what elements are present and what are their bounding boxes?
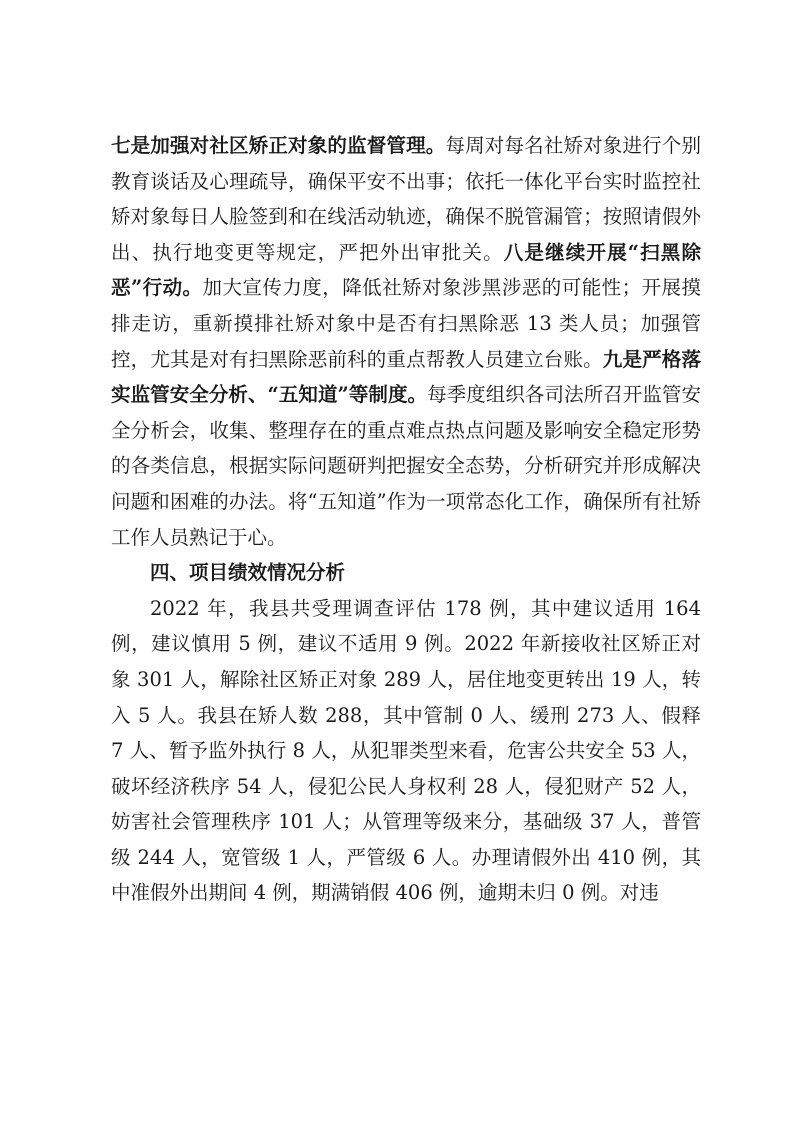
point-nine-heading: 九是严格落实监管安全分析、“五知道”等制度。 (111, 347, 701, 407)
point-seven-heading: 七是加强对社区矫正对象的监督管理。 (111, 134, 446, 157)
document-page (111, 128, 701, 911)
point-eight-text: 加大宣传力度，降低社矫对象涉黑涉恶的可能性；开展摸排走访，重新摸排社矫对象中是否有扫黑除恶 13 类人员；加强管控，尤其是对有扫黑除恶前科的重点帮教人员建立台账。 (111, 276, 701, 371)
point-nine-text: 每季度组织各司法所召开监管安全分析会，收集、整理存在的重点难点热点问题及影响安全稳定形势的各类信息，根据实际问题研判把握安全态势，分析研究并形成解决问题和困难的办法。将“五知道”作为一项常态化工作，确保所有社矫工作人员熟记于心。 (111, 383, 701, 549)
point-eight-heading: 八是继续开展“扫黑除恶”行动。 (111, 240, 701, 300)
paragraph-performance: 2022 年，我县共受理调查评估 178 例，其中建议适用 164 例，建议慎用 5 例，建议不适用 9 例。2022 年新接收社区矫正对象 301 人，解除社区矫正对象 289 人，居住地变更转出 19 人，转入 5 人。我县在矫人数 288，其中管制 0 人、缓刑 273 人、假释 7 人、暂予监外执行 8 人，从犯罪类型来看，危害公共安全 53 人，破坏经济秩序 54 人，侵犯公民人身权利 28 人，侵犯财产 52 人，妨害社会管理秩序 101 人；从管理等级来分，基础级 37 人，普管级 244 人，宽管级 1 人，严管级 6 人。办理请假外出 410 例，其中准假外出期间 4 例，期满销假 406 例，逾期未归 0 例。对违 (111, 596, 701, 905)
point-seven-text: 每周对每名社矫对象进行个别教育谈话及心理疏导，确保平安不出事；依托一体化平台实时监控社矫对象每日人脸签到和在线活动轨迹，确保不脱管漏管；按照请假外出、执行地变更等规定，严把外出审批关。 (111, 134, 701, 264)
section-heading-four: 四、项目绩效情况分析 (150, 561, 346, 585)
paragraph-supervision (111, 128, 701, 555)
